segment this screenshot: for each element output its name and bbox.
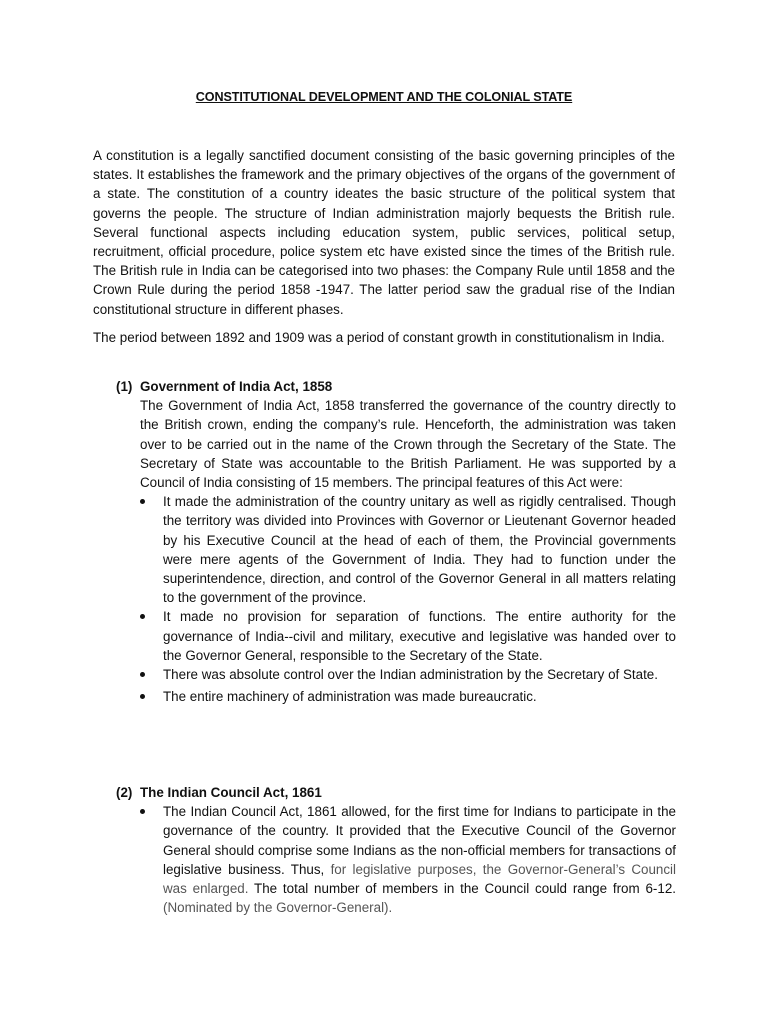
section-number: (1): [116, 379, 133, 394]
intro-paragraph: A constitution is a legally sanctified document consisting of the basic governing principles of the states. It establishes the framework and the primary objectives of the organs of the government of a state. The constitution of a country ideates the basic structure of the political system that governs the people. The structure of Indian administration majorly bequests the British rule. Several functional aspects including education system, public services, political setup, recruitment, official procedure, police system etc have existed since the times of the British rule. The British rule in India can be categorised into two phases: the Company Rule until 1858 and the Crown Rule during the period 1858 -1947. The latter period saw the gradual rise of the Indian constitutional structure in different phases.: [93, 148, 675, 317]
list-item: [163, 492, 676, 607]
list-item-text-highlight: for legislative purposes, the Governor-General’s Council was enlarged.: [163, 861, 677, 896]
section-heading: [116, 377, 676, 396]
list-item-text: The total number of members in the Council could range from 6-12.: [248, 881, 676, 896]
bullet-list: [163, 802, 676, 917]
bullet-icon: [140, 694, 145, 699]
section-indian-council-act: [116, 783, 676, 917]
section-title: Government of India Act, 1858: [140, 379, 333, 394]
list-item: [163, 665, 676, 684]
bullet-icon: [140, 672, 145, 677]
section-government-of-india-act: [116, 377, 676, 706]
bullet-icon: [140, 499, 145, 504]
list-item-text: It made the administration of the country unitary as well as rigidly centralised. Though the territory was divided into Provinces with Governor or Lieutenant Governor headed by his Executive Council at the head of each of them, the Provincial governments were mere agents of the Government of India. They had to function under the superintendence, direction, and control of the Governor General in all matters relating to the government of the province.: [163, 494, 676, 606]
list-item: [163, 687, 676, 706]
bullet-list: [163, 492, 676, 706]
list-item-text: There was absolute control over the Indian administration by the Secretary of State.: [163, 667, 658, 683]
section-heading: [116, 783, 676, 802]
document-title: CONSTITUTIONAL DEVELOPMENT AND THE COLONIAL STATE: [195, 90, 573, 104]
bullet-icon: [140, 614, 145, 619]
list-item-text: It made no provision for separation of functions. The entire authority for the governance of India--civil and military, executive and legislative was handed over to the Governor General, responsible to the Secretary of the State.: [163, 609, 676, 663]
list-item-text: The Indian Council Act, 1861 allowed, for the first time for Indians to participate in the governance of the country. It provided that the Executive Council of the Governor General should comprise some Indians as the non-official members for transactions of legislative business. Thus,: [163, 804, 676, 877]
list-item: [163, 802, 676, 917]
section-title: The Indian Council Act, 1861: [140, 785, 322, 800]
period-paragraph: The period between 1892 and 1909 was a period of constant growth in constitutionalism in India.: [93, 330, 665, 345]
list-item-text-highlight: (Nominated by the Governor-General).: [163, 900, 393, 916]
section-number: (2): [116, 785, 133, 800]
list-item-text: The entire machinery of administration was made bureaucratic.: [163, 689, 537, 705]
section-body: The Government of India Act, 1858 transferred the governance of the country directly to the British crown, ending the company’s rule. Henceforth, the administration was taken over to be carried out in the name of the Crown through the Secretary of the State. The Secretary of State was accountable to the British Parliament. He was supported by a Council of India consisting of 15 members. The principal features of this Act were:: [140, 398, 676, 490]
list-item: [163, 607, 676, 665]
bullet-icon: [140, 809, 145, 814]
